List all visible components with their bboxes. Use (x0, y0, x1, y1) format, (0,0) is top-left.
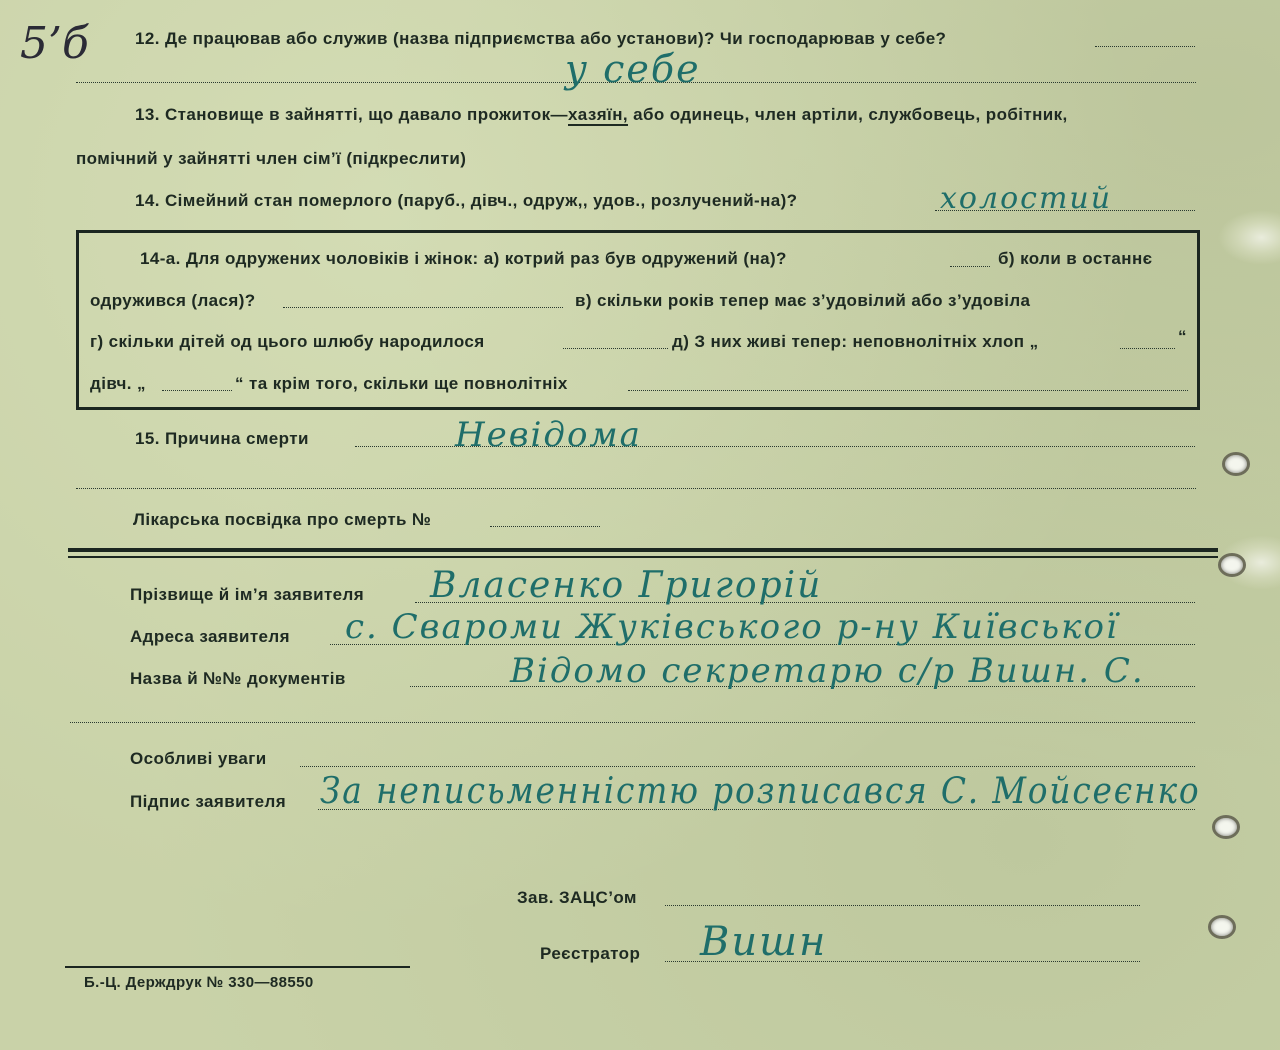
q14a-line4-fill (162, 390, 232, 391)
q13-suffix: або одинець, член артіли, службовець, робітник, (628, 105, 1068, 124)
q14a-line4-fill2 (628, 390, 1188, 391)
binding-hole-4 (1208, 915, 1236, 939)
q14a-line2-fill (283, 307, 563, 308)
applicant-docs-extra-line (70, 722, 1195, 723)
q12-answer: у себе (565, 47, 701, 91)
section-divider-bottom (68, 556, 1218, 558)
q14a-line1: 14-а. Для одружених чоловіків і жінок: а) котрий раз був одружений (на)? (140, 249, 787, 268)
q14a-line1-fill (950, 266, 990, 267)
signature-label: Підпис заявителя (130, 792, 287, 811)
q14a-line3-fill (563, 348, 668, 349)
q14a-line3-fill2 (1120, 348, 1175, 349)
medical-label: Лікарська посвідка про смерть № (133, 510, 432, 529)
printer-rule (65, 966, 410, 968)
torn-edge-top (1218, 210, 1280, 265)
head-label: Зав. ЗАЦС’ом (517, 888, 637, 907)
q14a-line3-a: г) скільки дітей од цього шлюбу народилося (90, 332, 485, 351)
applicant-name-value: Власенко Григорій (430, 565, 823, 606)
q13-line1 (135, 106, 1068, 123)
applicant-name-label: Прізвище й ім’я заявителя (130, 585, 365, 604)
applicant-address-label: Адреса заявителя (130, 627, 290, 646)
q14-answer-line (935, 210, 1195, 211)
binding-hole-1 (1222, 452, 1250, 476)
applicant-address-value: с. Свароми Жуківського р-ну Київської (345, 607, 1119, 647)
q13-prefix: 13. Становище в зайнятті, що давало прожиток— (135, 105, 568, 124)
q14a-line3-c: “ (1178, 327, 1187, 346)
q12-line-end (1095, 46, 1195, 47)
q15-extra-line (76, 488, 1196, 489)
notes-line (300, 766, 1195, 767)
registrar-label: Реєстратор (540, 944, 641, 963)
q13-line2: помічний у зайнятті член сім’ї (підкреслити) (76, 149, 467, 168)
binding-hole-3 (1212, 815, 1240, 839)
q14a-line2-a: одружився (лася)? (90, 291, 256, 310)
q14-answer: холостий (940, 181, 1113, 216)
applicant-docs-value: Відомо секретарю с/р Вишн. С. (510, 651, 1145, 691)
q14a-line2-b: в) скільки років тепер має з’удовілий або з’удовіла (575, 291, 1031, 310)
q14-label: 14. Сімейний стан померлого (паруб., дівч., одруж,, удов., розлучений-на)? (135, 191, 798, 210)
applicant-docs-label: Назва й №№ документів (130, 669, 346, 688)
printer-imprint: Б.-Ц. Держдрук № 330—88550 (84, 974, 314, 991)
q15-label: 15. Причина смерти (135, 429, 309, 448)
q14a-line4-b: “ та крім того, скільки ще повнолітніх (235, 374, 568, 393)
page-mark: 5’б (20, 18, 89, 69)
applicant-signature: За неписьменністю розписався С. Мойсеєнко (320, 771, 1201, 812)
q14a-line1-b: б) коли в останнє (998, 249, 1153, 268)
section-divider-top (68, 548, 1218, 552)
notes-label: Особливі уваги (130, 749, 267, 768)
q13-underlined-option: хазяїн, (567, 105, 629, 124)
q14a-line3-b: д) З них живі тепер: неповнолітніх хлоп „ (672, 332, 1039, 351)
q15-answer: Невідома (455, 415, 642, 455)
q14a-line4-a: дівч. „ (90, 374, 146, 393)
q12-label: 12. Де працював або служив (назва підприємства або установи)? Чи господарював у себе? (135, 29, 947, 48)
medical-line (490, 526, 600, 527)
binding-hole-2 (1218, 553, 1246, 577)
registrar-signature: Вишн (700, 919, 828, 965)
head-line (665, 905, 1140, 906)
